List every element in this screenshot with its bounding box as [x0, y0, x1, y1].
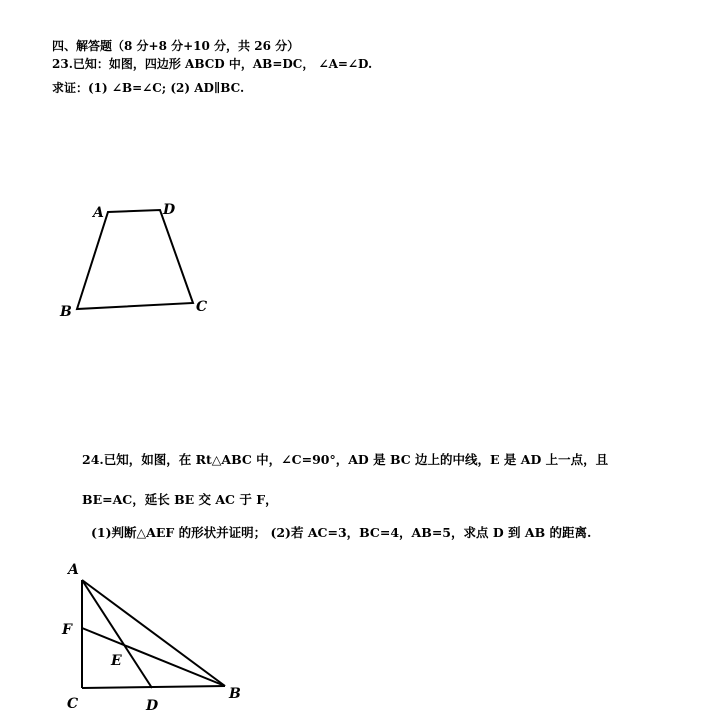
segment-ad: [82, 580, 152, 688]
fig23-label-b: B: [60, 304, 72, 320]
figure-24-triangle: [61, 562, 241, 714]
problem-24-line-3: (1)判断△AEF 的形状并证明； (2)若 AC=3，BC=4，AB=5，求点 D 到 AB 的距离.: [91, 525, 592, 540]
segment-fb: [82, 628, 225, 686]
fig24-label-f: F: [62, 622, 72, 638]
fig24-label-b: B: [229, 686, 241, 702]
problem-23-prove: 求证：(1) ∠B=∠C; (2) AD∥BC.: [52, 81, 245, 95]
problem-24-line-1: 24.已知，如图，在 Rt△ABC 中，∠C=90°，AD 是 BC 边上的中线，E 是 AD 上一点，且: [82, 452, 609, 467]
fig24-label-a: A: [68, 562, 79, 578]
fig24-label-d: D: [146, 698, 159, 714]
fig24-label-c: C: [67, 696, 79, 712]
fig23-label-c: C: [196, 299, 208, 315]
fig24-label-e: E: [111, 653, 122, 669]
trapezoid-abcd: [77, 210, 193, 309]
problem-23-given: 23.已知：如图，四边形 ABCD 中，AB=DC， ∠A=∠D.: [52, 57, 373, 71]
figure-23-trapezoid: [59, 202, 207, 320]
problem-24-line-2: BE=AC，延长 BE 交 AC 于 F，: [82, 492, 278, 507]
segment-ab: [82, 580, 225, 686]
fig23-label-a: A: [93, 205, 104, 221]
segment-cb: [82, 686, 225, 688]
fig23-label-d: D: [163, 202, 176, 218]
section-header: 四、解答题（8 分+8 分+10 分，共 26 分）: [52, 39, 300, 53]
